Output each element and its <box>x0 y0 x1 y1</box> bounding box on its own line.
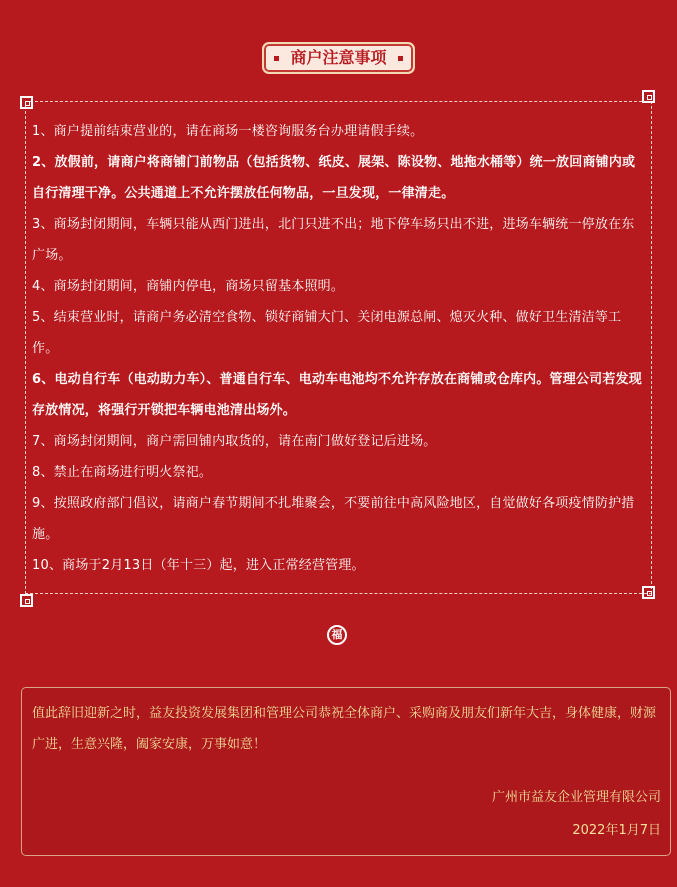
notice-list <box>32 116 646 581</box>
corner-ornament-icon <box>20 594 33 607</box>
notice-item: 4、商场封闭期间，商铺内停电，商场只留基本照明。 <box>32 279 345 294</box>
company-name: 广州市益友企业管理有限公司 <box>491 790 661 805</box>
notice-item: 7、商场封闭期间，商户需回铺内取货的，请在南门做好登记后进场。 <box>32 434 437 449</box>
notice-item: 3、商场封闭期间，车辆只能从西门进出，北门只进不出；地下停车场只出不进，进场车辆统一停放在东广场。 <box>32 217 635 263</box>
notice-item: 5、结束营业时，请商户务必清空食物、锁好商铺大门、关闭电源总闸、熄灭火种、做好卫生清洁等工作。 <box>32 310 622 356</box>
notice-item: 1、商户提前结束营业的，请在商场一楼咨询服务台办理请假手续。 <box>32 124 424 139</box>
greeting-date: 2022年1月7日 <box>572 823 661 838</box>
greeting-text: 值此辞旧迎新之时，益友投资发展集团和管理公司恭祝全体商户、采购商及朋友们新年大吉，身体健康，财源广进，生意兴隆，阖家安康，万事如意！ <box>32 706 657 752</box>
notice-item: 9、按照政府部门倡议，请商户春节期间不扎堆聚会，不要前往中高风险地区，自觉做好各项疫情防护措施。 <box>32 496 635 542</box>
corner-ornament-icon <box>642 90 655 103</box>
notice-item: 8、禁止在商场进行明火祭祀。 <box>32 465 213 480</box>
notice-item: 10、商场于2月13日（年十三）起，进入正常经营管理。 <box>32 558 365 573</box>
title-wrap <box>0 42 677 74</box>
corner-ornament-icon <box>20 96 33 109</box>
fu-seal-icon: 福 <box>327 625 347 645</box>
greeting-box <box>21 687 671 856</box>
notice-item: 2、放假前，请商户将商铺门前物品（包括货物、纸皮、展架、陈设物、地拖水桶等）统一放回商铺内或自行清理干净。公共通道上不允许摆放任何物品，一旦发现，一律清走。 <box>32 155 636 201</box>
corner-ornament-icon <box>642 586 655 599</box>
notice-item: 6、电动自行车（电动助力车）、普通自行车、电动车电池均不允许存放在商铺或仓库内。管理公司若发现存放情况，将强行开锁把车辆电池清出场外。 <box>32 372 642 418</box>
page-title: 商户注意事项 <box>262 42 414 74</box>
